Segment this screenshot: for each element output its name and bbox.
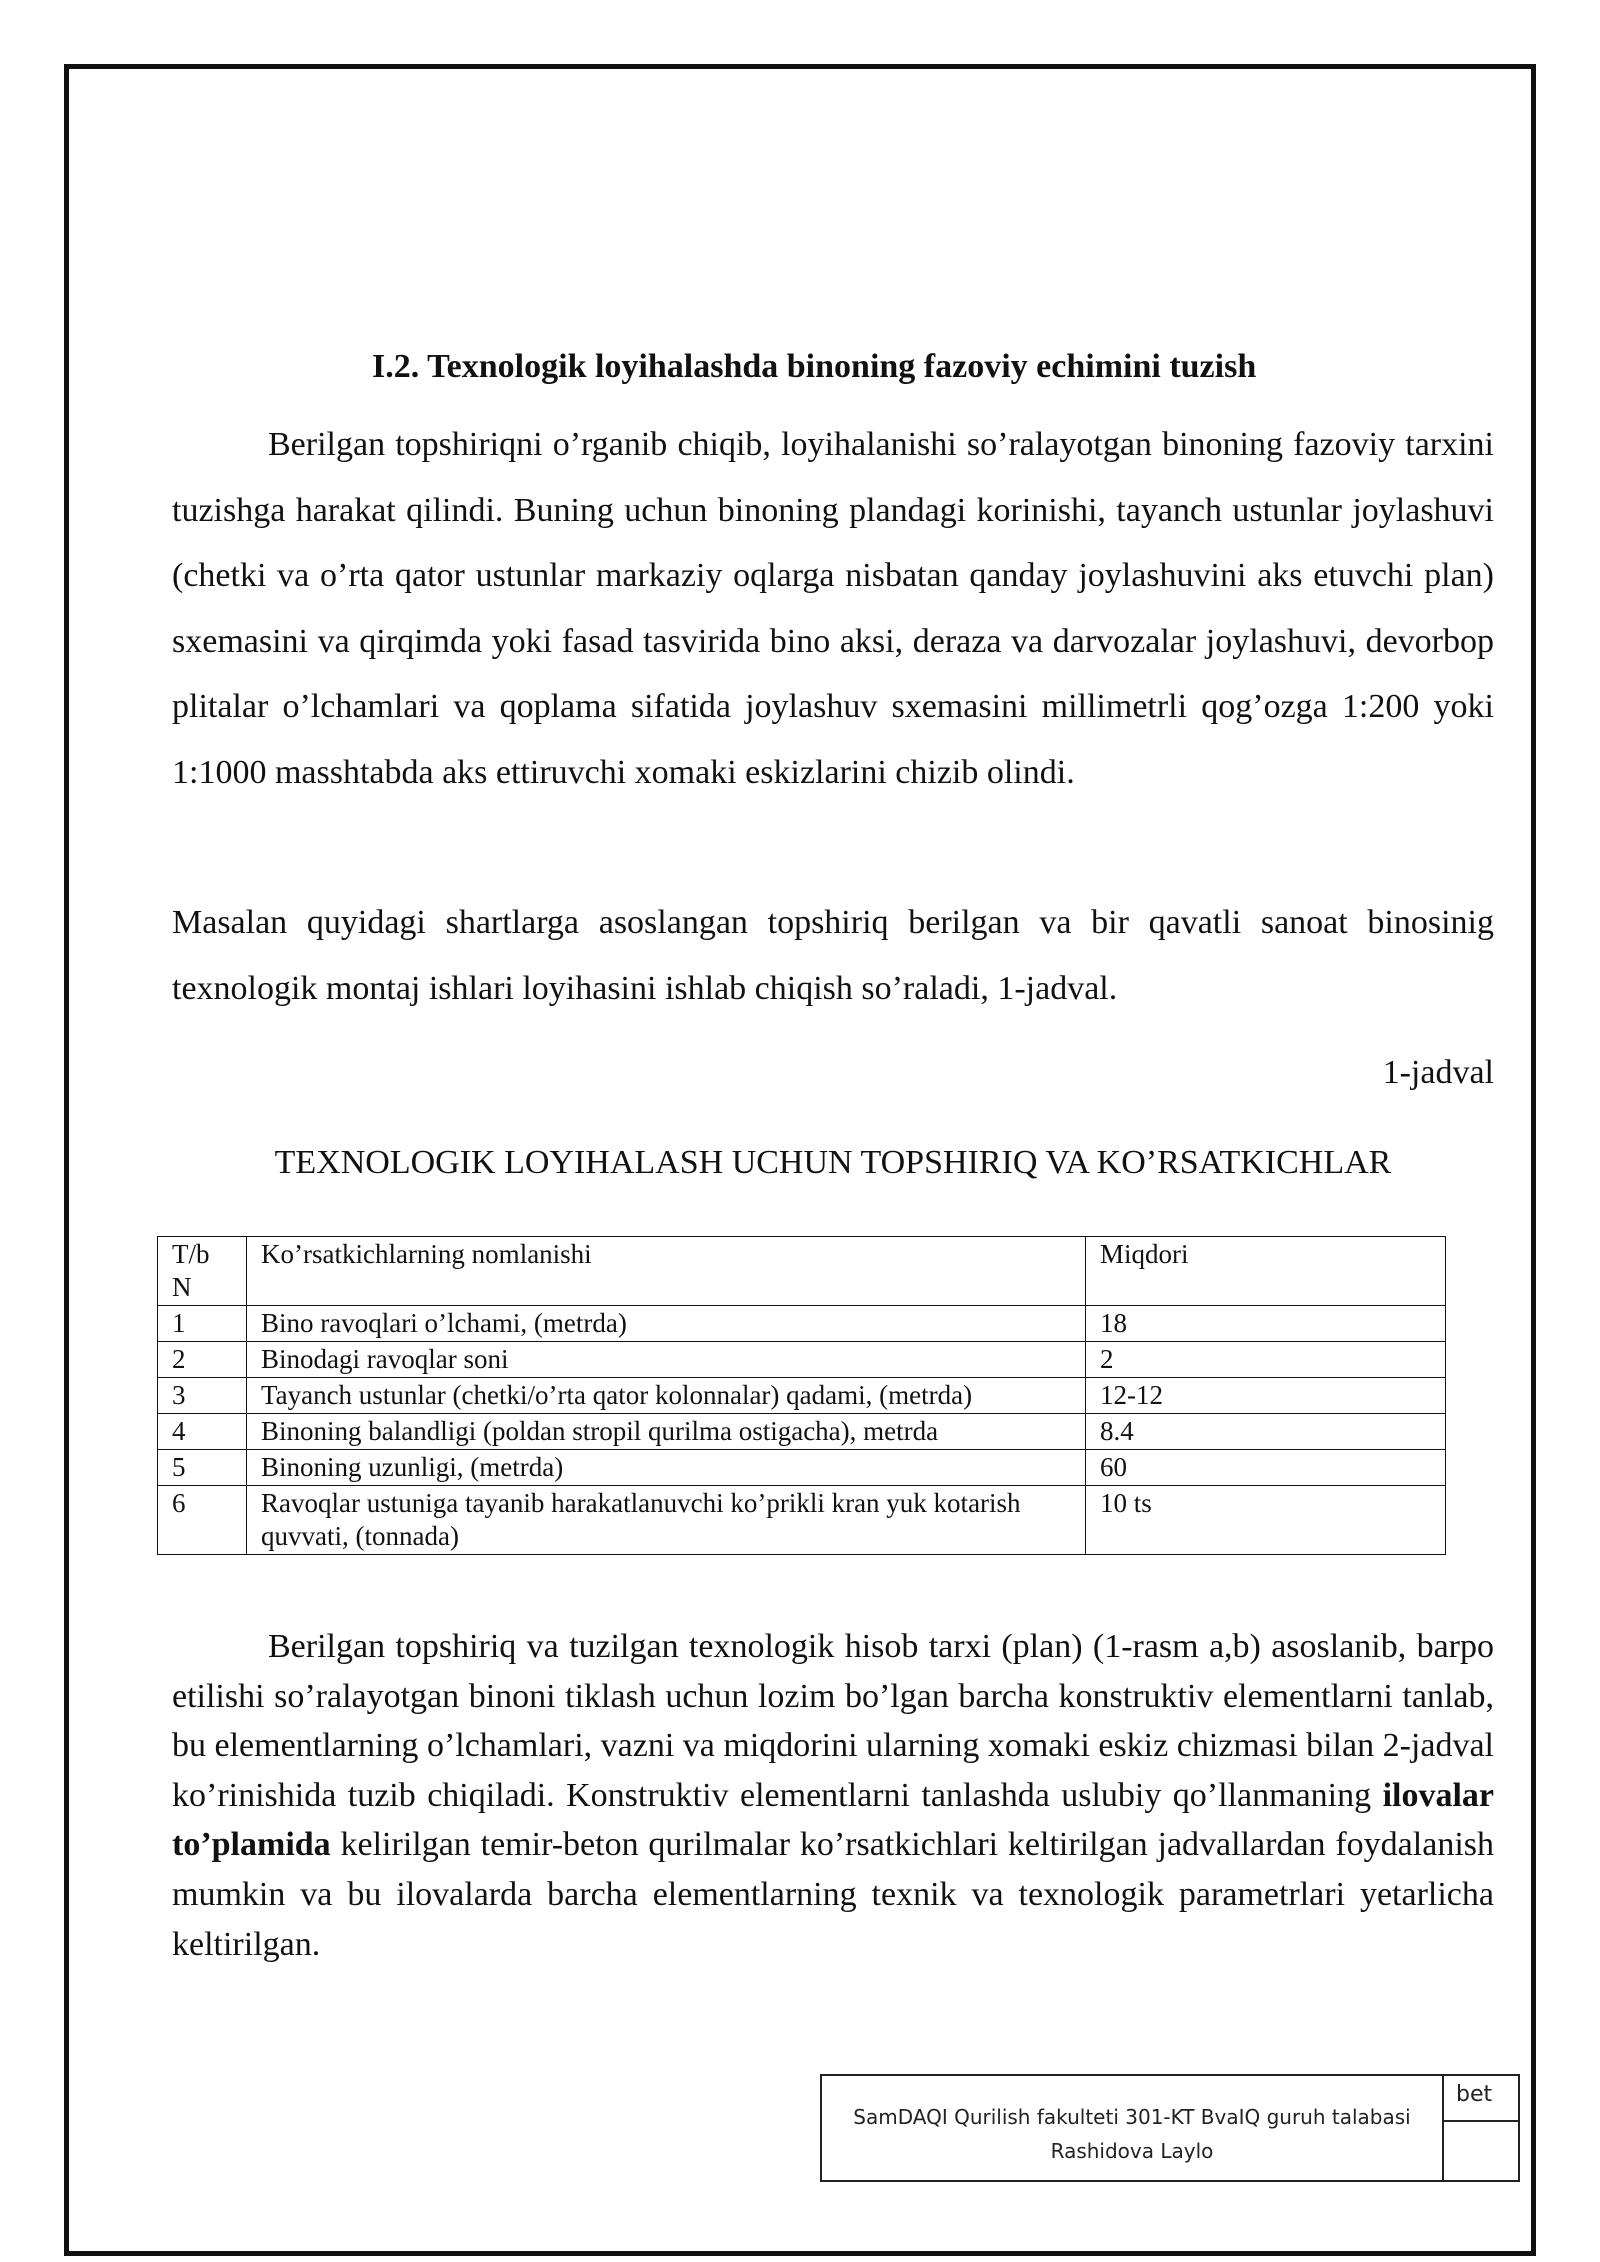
table-number-label: 1-jadval bbox=[1382, 1054, 1494, 1091]
paragraph-conclusion-bold: ilovalar to’plamida bbox=[172, 1776, 1494, 1864]
specifications-table bbox=[157, 1236, 1446, 1555]
row-indicator: Ravoqlar ustuniga tayanib harakatlanuvchi ko’prikli kran yuk kotarish quvvati, (tonnada) bbox=[247, 1486, 1086, 1555]
row-number: 4 bbox=[158, 1414, 247, 1450]
row-quantity: 60 bbox=[1086, 1450, 1446, 1486]
row-indicator: Binodagi ravoqlar soni bbox=[247, 1342, 1086, 1378]
paragraph-conclusion bbox=[172, 1622, 1494, 1969]
row-quantity: 18 bbox=[1086, 1306, 1446, 1342]
header-indicator-name: Ko’rsatkichlarning nomlanishi bbox=[247, 1237, 1086, 1306]
row-quantity: 2 bbox=[1086, 1342, 1446, 1378]
table-row bbox=[158, 1414, 1446, 1450]
row-indicator: Tayanch ustunlar (chetki/o’rta qator kolonnalar) qadami, (metrda) bbox=[247, 1378, 1086, 1414]
row-number: 2 bbox=[158, 1342, 247, 1378]
section-heading: I.2. Texnologik loyihalashda binoning fazoviy echimini tuzish bbox=[372, 348, 1257, 385]
row-number: 5 bbox=[158, 1450, 247, 1486]
stamp-page-divider bbox=[1442, 2120, 1520, 2122]
row-quantity: 12-12 bbox=[1086, 1378, 1446, 1414]
paragraph-conclusion-text-end: kelirilgan temir-beton qurilmalar ko’rsatkichlari keltirilgan jadvallardan foydalanish mumkin va bu ilovalarda barcha elementlarning texnik va texnologik parametrlari yetarlicha keltirilgan. bbox=[172, 1826, 1494, 1963]
stamp-divider bbox=[1442, 2076, 1444, 2180]
stamp-student-name: Rashidova Laylo bbox=[1050, 2139, 1214, 2163]
table-row bbox=[158, 1306, 1446, 1342]
table-row bbox=[158, 1450, 1446, 1486]
title-block-stamp bbox=[820, 2074, 1520, 2182]
table-row bbox=[158, 1378, 1446, 1414]
row-quantity: 8.4 bbox=[1086, 1414, 1446, 1450]
row-indicator: Binoning balandligi (poldan stropil qurilma ostigacha), metrda bbox=[247, 1414, 1086, 1450]
table-caption: TEXNOLOGIK LOYIHALASH UCHUN TOPSHIRIQ VA KO’RSATKICHLAR bbox=[274, 1144, 1392, 1181]
row-indicator: Binoning uzunligi, (metrda) bbox=[247, 1450, 1086, 1486]
paragraph-conclusion-text: Berilgan topshiriq va tuzilgan texnologik hisob tarxi (plan) (1-rasm a,b) asoslanib, barpo etilishi so’ralayotgan binoni tiklash uchun lozim bo’lgan barcha konstruktiv elementlarni tanlab, bu elementlarning o’lchamlari, vazni va miqdorini ularning xomaki eskiz chizmasi bilan 2-jadval ko’rinishida tuzib chiqiladi. Konstruktiv elementlarni tanlashda uslubiy qo’llanmaning bbox=[172, 1628, 1494, 1814]
stamp-group-line: SamDAQI Qurilish fakulteti 301-KT BvaIQ guruh talabasi bbox=[853, 2105, 1411, 2129]
table-row bbox=[158, 1342, 1446, 1378]
row-indicator: Bino ravoqlari o’lchami, (metrda) bbox=[247, 1306, 1086, 1342]
row-quantity: 10 ts bbox=[1086, 1486, 1446, 1555]
row-number: 6 bbox=[158, 1486, 247, 1555]
row-number: 3 bbox=[158, 1378, 247, 1414]
stamp-page-label: bet bbox=[1456, 2082, 1493, 2107]
paragraph-intro: Berilgan topshiriqni o’rganib chiqib, loyihalanishi so’ralayotgan binoning fazoviy tarxini tuzishga harakat qilindi. Buning uchun binoning plandagi korinishi, tayanch ustunlar joylashuvi (chetki va o’rta qator ustunlar markaziy oqlarga nisbatan qanday joylashuvini aks etuvchi plan) sxemasini va qirqimda yoki fasad tasvirida bino aksi, deraza va darvozalar joylashuvi, devorbop plitalar o’lchamlari va qoplama sifatida joylashuv sxemasini millimetrli qog’ozga 1:200 yoki 1:1000 masshtabda aks ettiruvchi xomaki eskizlarini chizib olindi. bbox=[172, 426, 1494, 791]
row-number: 1 bbox=[158, 1306, 247, 1342]
table-header-row bbox=[158, 1237, 1446, 1306]
header-quantity: Miqdori bbox=[1086, 1237, 1446, 1306]
paragraph-example: Masalan quyidagi shartlarga asoslangan topshiriq berilgan va bir qavatli sanoat binosinig texnologik montaj ishlari loyihasini ishlab chiqish so’raladi, 1-jadval. bbox=[172, 904, 1494, 1007]
header-number: T/b N bbox=[158, 1237, 247, 1306]
stamp-author-info bbox=[822, 2100, 1442, 2168]
table-row bbox=[158, 1486, 1446, 1555]
